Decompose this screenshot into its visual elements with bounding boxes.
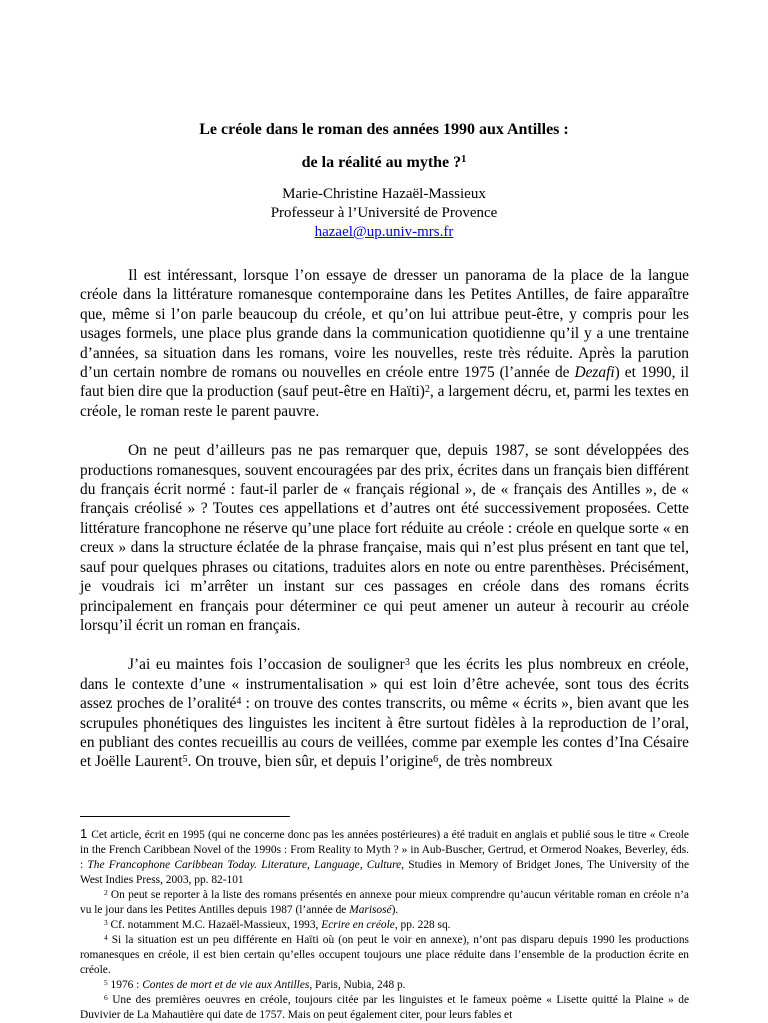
author-email-link[interactable]: hazael@up.univ-mrs.fr <box>314 224 454 240</box>
title-line-2 <box>0 153 768 173</box>
p3-text-a: J’ai eu maintes fois l’occasion de souligner <box>128 656 405 674</box>
footnote-4-text: Si la situation est un peu différente en Haïti où (on peut le voir en annexe), n’ont pas disparu depuis 1990 les productions romanesques en créole, il est bien certain qu’elles occupent toujours une place réduite dans l’ensemble de la production écrite en créole. <box>80 934 689 976</box>
paragraph-3 <box>80 655 689 771</box>
footnote-ref-3[interactable]: 3 <box>404 656 410 668</box>
p3-text-d: . On trouve, bien sûr, et depuis l’origine <box>187 753 434 771</box>
footnote-5-italic: Contes de mort et de vie aux Antilles <box>142 979 310 991</box>
title-line-2-text: de la réalité au mythe ? <box>301 154 462 171</box>
footnote-2 <box>80 888 689 918</box>
footnote-2-text-c: ). <box>391 904 399 916</box>
footnote-4-number: 4 <box>104 932 108 942</box>
footnote-3 <box>80 918 689 933</box>
p3-text-b: que les écrits les plus nombreux en créole, dans le contexte d’une « instrumentalisation » qui est loin d’être achevée, sont tous des écrits assez proches de l’oralité <box>80 656 689 713</box>
footnote-3-text-c: , pp. 228 sq. <box>394 919 451 931</box>
p1-text-c: ) et 1990, il faut bien dire que la production (sauf peut-être en Haïti) <box>80 364 689 401</box>
footnote-3-number: 3 <box>104 917 108 927</box>
author-affiliation: Professeur à l’Université de Provence <box>270 205 498 221</box>
paragraph-2: On ne peut d’ailleurs pas ne pas remarquer que, depuis 1987, se sont développées des productions romanesques, souvent encouragées par des prix, écrites dans un français bien différent du français écrit normé : faut-il parler de « français régional », de « français des Antilles », de « français créolisé » ? Toutes ces appellations et d’autres ont été successivement proposées. Cette littérature francophone ne réserve qu’une place fort réduite au créole : créole en quelque sorte « en creux » dans la structure éclatée de la phrase française, mais qui n’est plus présent en tant que tel, sauf pour quelques phrases ou citations, traduites alors en note ou entre parenthèses. Précisément, je voudrais ici m’arrêter un instant sur ces passages en créole dans des romans écrits principalement en français pour déterminer ce qui peut amener un auteur à recourir au créole lorsqu’il écrit un roman en français. <box>80 442 689 634</box>
footnote-1-text-c: , Studies in Memory of Bridget Jones, The University of the West Indies Press, 2003, pp. 82-101 <box>80 859 689 886</box>
footnote-ref-6[interactable]: 6 <box>433 753 439 765</box>
footnote-5-text-a: 1976 : <box>107 979 143 991</box>
p1-italic-title: Dezafi <box>574 364 615 382</box>
footnote-3-text-a: Cf. notamment M.C. Hazaël-Massieux, 1993, <box>107 919 322 931</box>
footnote-2-number: 2 <box>104 887 108 897</box>
footnote-ref-4[interactable]: 4 <box>236 695 242 707</box>
p1-text-a: Il est intéressant, lorsque l’on essaye de dresser un panorama de la place de la langue créole dans la littérature romanesque contemporaine dans les Petites Antilles, de faire apparaître que, même si l’on parle beaucoup du créole, et qu’on lui attribue peut-être, y compris pour les usages formels, une place plus grande dans la communication quotidienne qu’il y a une trentaine d’années, sa situation dans les romans, voire les nouvelles, reste très réduite. Après la parution d’un certain nombre de romans ou nouvelles en créole entre 1975 (l’année de <box>80 267 689 382</box>
footnote-6-number: 6 <box>104 992 108 1002</box>
author-name: Marie-Christine Hazaël-Massieux <box>282 186 486 202</box>
footnote-2-italic: Marisosé <box>349 904 392 916</box>
footnote-6 <box>80 993 689 1023</box>
footnote-1-text-a: Cet article, écrit en 1995 (qui ne concerne donc pas les années postérieures) a été traduit en anglais et publié sous le titre « Creole in the French Caribbean Novel of the 1990s : From Reality to Myth ? » in Aub-Buscher, Gertrud, et Ormerod Noakes, Beverley, éds. : <box>80 829 689 871</box>
footnote-5-text-c: , Paris, Nubia, 248 p. <box>309 979 406 991</box>
p3-text-c: : on trouve des contes transcrits, ou même « écrits », bien avant que les scrupules phonétiques des linguistes les incitent à être surtout fidèles à la reproduction de l’oral, en publiant des contes recueillis au cours de veillées, comme par exemple les contes d’Ina Césaire et Joëlle Laurent <box>80 695 689 771</box>
p1-text-d: , a largement décru, et, parmi les textes en créole, le roman reste le parent pauvre. <box>80 383 689 420</box>
footnote-3-italic: Ecrire en créole <box>321 919 395 931</box>
footnote-1 <box>80 826 689 888</box>
title-line-1-text: Le créole dans le roman des années 1990 aux Antilles : <box>199 121 569 138</box>
footnote-ref-2[interactable]: 2 <box>424 383 430 395</box>
footnote-1-italic: The Francophone Caribbean Today. Literature, Language, Culture <box>87 859 402 871</box>
footnote-2-text-a: On peut se reporter à la liste des romans présentés en annexe pour mieux comprendre qu’aucun véritable roman en créole n’a vu le jour dans les Petites Antilles depuis 1987 (l’année de <box>80 889 689 916</box>
footnote-5-number: 5 <box>104 977 108 987</box>
footnote-5 <box>80 978 689 993</box>
footnote-4 <box>80 933 689 978</box>
paragraph-1 <box>80 266 689 421</box>
footnote-ref-5[interactable]: 5 <box>182 753 188 765</box>
footnote-separator <box>80 816 290 817</box>
title-footnote-ref[interactable]: 1 <box>461 154 467 166</box>
p3-text-e: , de très nombreux <box>438 753 553 771</box>
footnotes <box>80 826 689 1023</box>
author-block <box>0 185 768 242</box>
footnote-1-number: 1 <box>80 826 88 841</box>
title-line-1 <box>0 120 768 140</box>
footnote-6-text: Une des premières oeuvres en créole, toujours citée par les linguistes et le fameux poème « Lisette quitté la Plaine » de Duvivier de La Mahautière qui date de 1757. Mais on peut également citer, pour leurs fables et <box>80 994 689 1021</box>
body-text <box>80 266 689 792</box>
